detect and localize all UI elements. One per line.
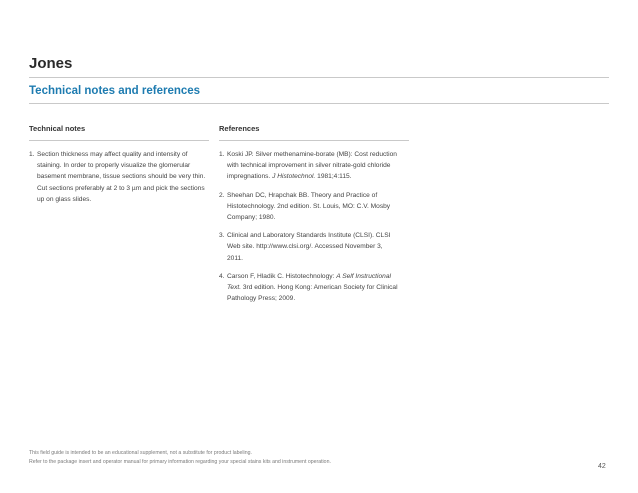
note-line: staining. In order to properly visualize the glomerular xyxy=(37,162,191,170)
reference-line xyxy=(227,171,409,182)
technical-notes-column xyxy=(29,124,209,212)
technical-notes-list xyxy=(29,149,209,205)
reference-item xyxy=(219,271,409,305)
footer-disclaimer xyxy=(29,449,331,466)
reference-number: 4. xyxy=(219,272,225,280)
reference-item xyxy=(219,149,409,183)
reference-line: 2011. xyxy=(227,254,244,262)
references-list xyxy=(219,149,409,304)
references-heading: References xyxy=(219,124,260,133)
reference-line: Histotechnology. 2nd edition. St. Louis, MO: C.V. Mosby xyxy=(227,202,391,210)
reference-number: 1. xyxy=(219,151,225,158)
reference-item xyxy=(219,230,409,264)
footer-line: Refer to the package insert and operator manual for primary information regarding your special stains kits and instrument operation. xyxy=(29,458,331,465)
reference-line xyxy=(227,271,409,282)
footer-line: This field guide is intended to be an educational supplement, not a substitute for product labeling. xyxy=(29,450,252,456)
note-line: basement membrane, tissue sections should be very thin. xyxy=(37,173,206,181)
page-number: 42 xyxy=(598,463,606,470)
reference-number: 3. xyxy=(219,232,225,240)
reference-line xyxy=(227,282,409,293)
reference-line: Company; 1980. xyxy=(227,214,276,222)
references-column xyxy=(219,124,409,311)
reference-line: Sheehan DC, Hrapchak BB. Theory and Practice of xyxy=(227,191,378,199)
journal-title: J Histotechnol. xyxy=(272,173,316,181)
technical-notes-heading: Technical notes xyxy=(29,124,86,133)
references-divider xyxy=(219,140,409,141)
reference-text: 3rd edition. Hong Kong: American Society for Clinical xyxy=(241,284,398,292)
reference-item xyxy=(219,190,409,224)
reference-line: Pathology Press; 2009. xyxy=(227,295,296,303)
technical-notes-divider xyxy=(29,140,209,141)
reference-line: Clinical and Laboratory Standards Institute (CLSI). CLSI xyxy=(227,232,391,240)
reference-number: 2. xyxy=(219,191,225,199)
reference-text: 1981;4:115. xyxy=(315,173,352,181)
reference-line: Web site. http://www.clsi.org/. Accessed November 3, xyxy=(227,243,383,251)
reference-line: with technical improvement in silver nitrate-gold chloride xyxy=(227,162,391,170)
title-divider xyxy=(29,77,609,78)
page-title: Jones xyxy=(29,55,73,72)
reference-text: impregnations. xyxy=(227,173,273,181)
reference-line: Koski JP. Silver methenamine-borate (MB): Cost reduction xyxy=(227,151,397,158)
note-line: Section thickness may affect quality and intensity of xyxy=(37,151,188,158)
note-line: Cut sections preferably at 2 to 3 µm and pick the sections xyxy=(37,184,205,192)
book-title: Text. xyxy=(227,284,242,292)
reference-text: Carson F, Hladik C. Histotechnology: xyxy=(227,272,337,280)
note-line: up on glass slides. xyxy=(37,195,92,203)
book-title: A Self Instructional xyxy=(336,272,391,280)
section-divider xyxy=(29,103,609,104)
note-number: 1. xyxy=(29,151,35,158)
note-item xyxy=(29,149,209,205)
section-title: Technical notes and references xyxy=(29,85,201,97)
